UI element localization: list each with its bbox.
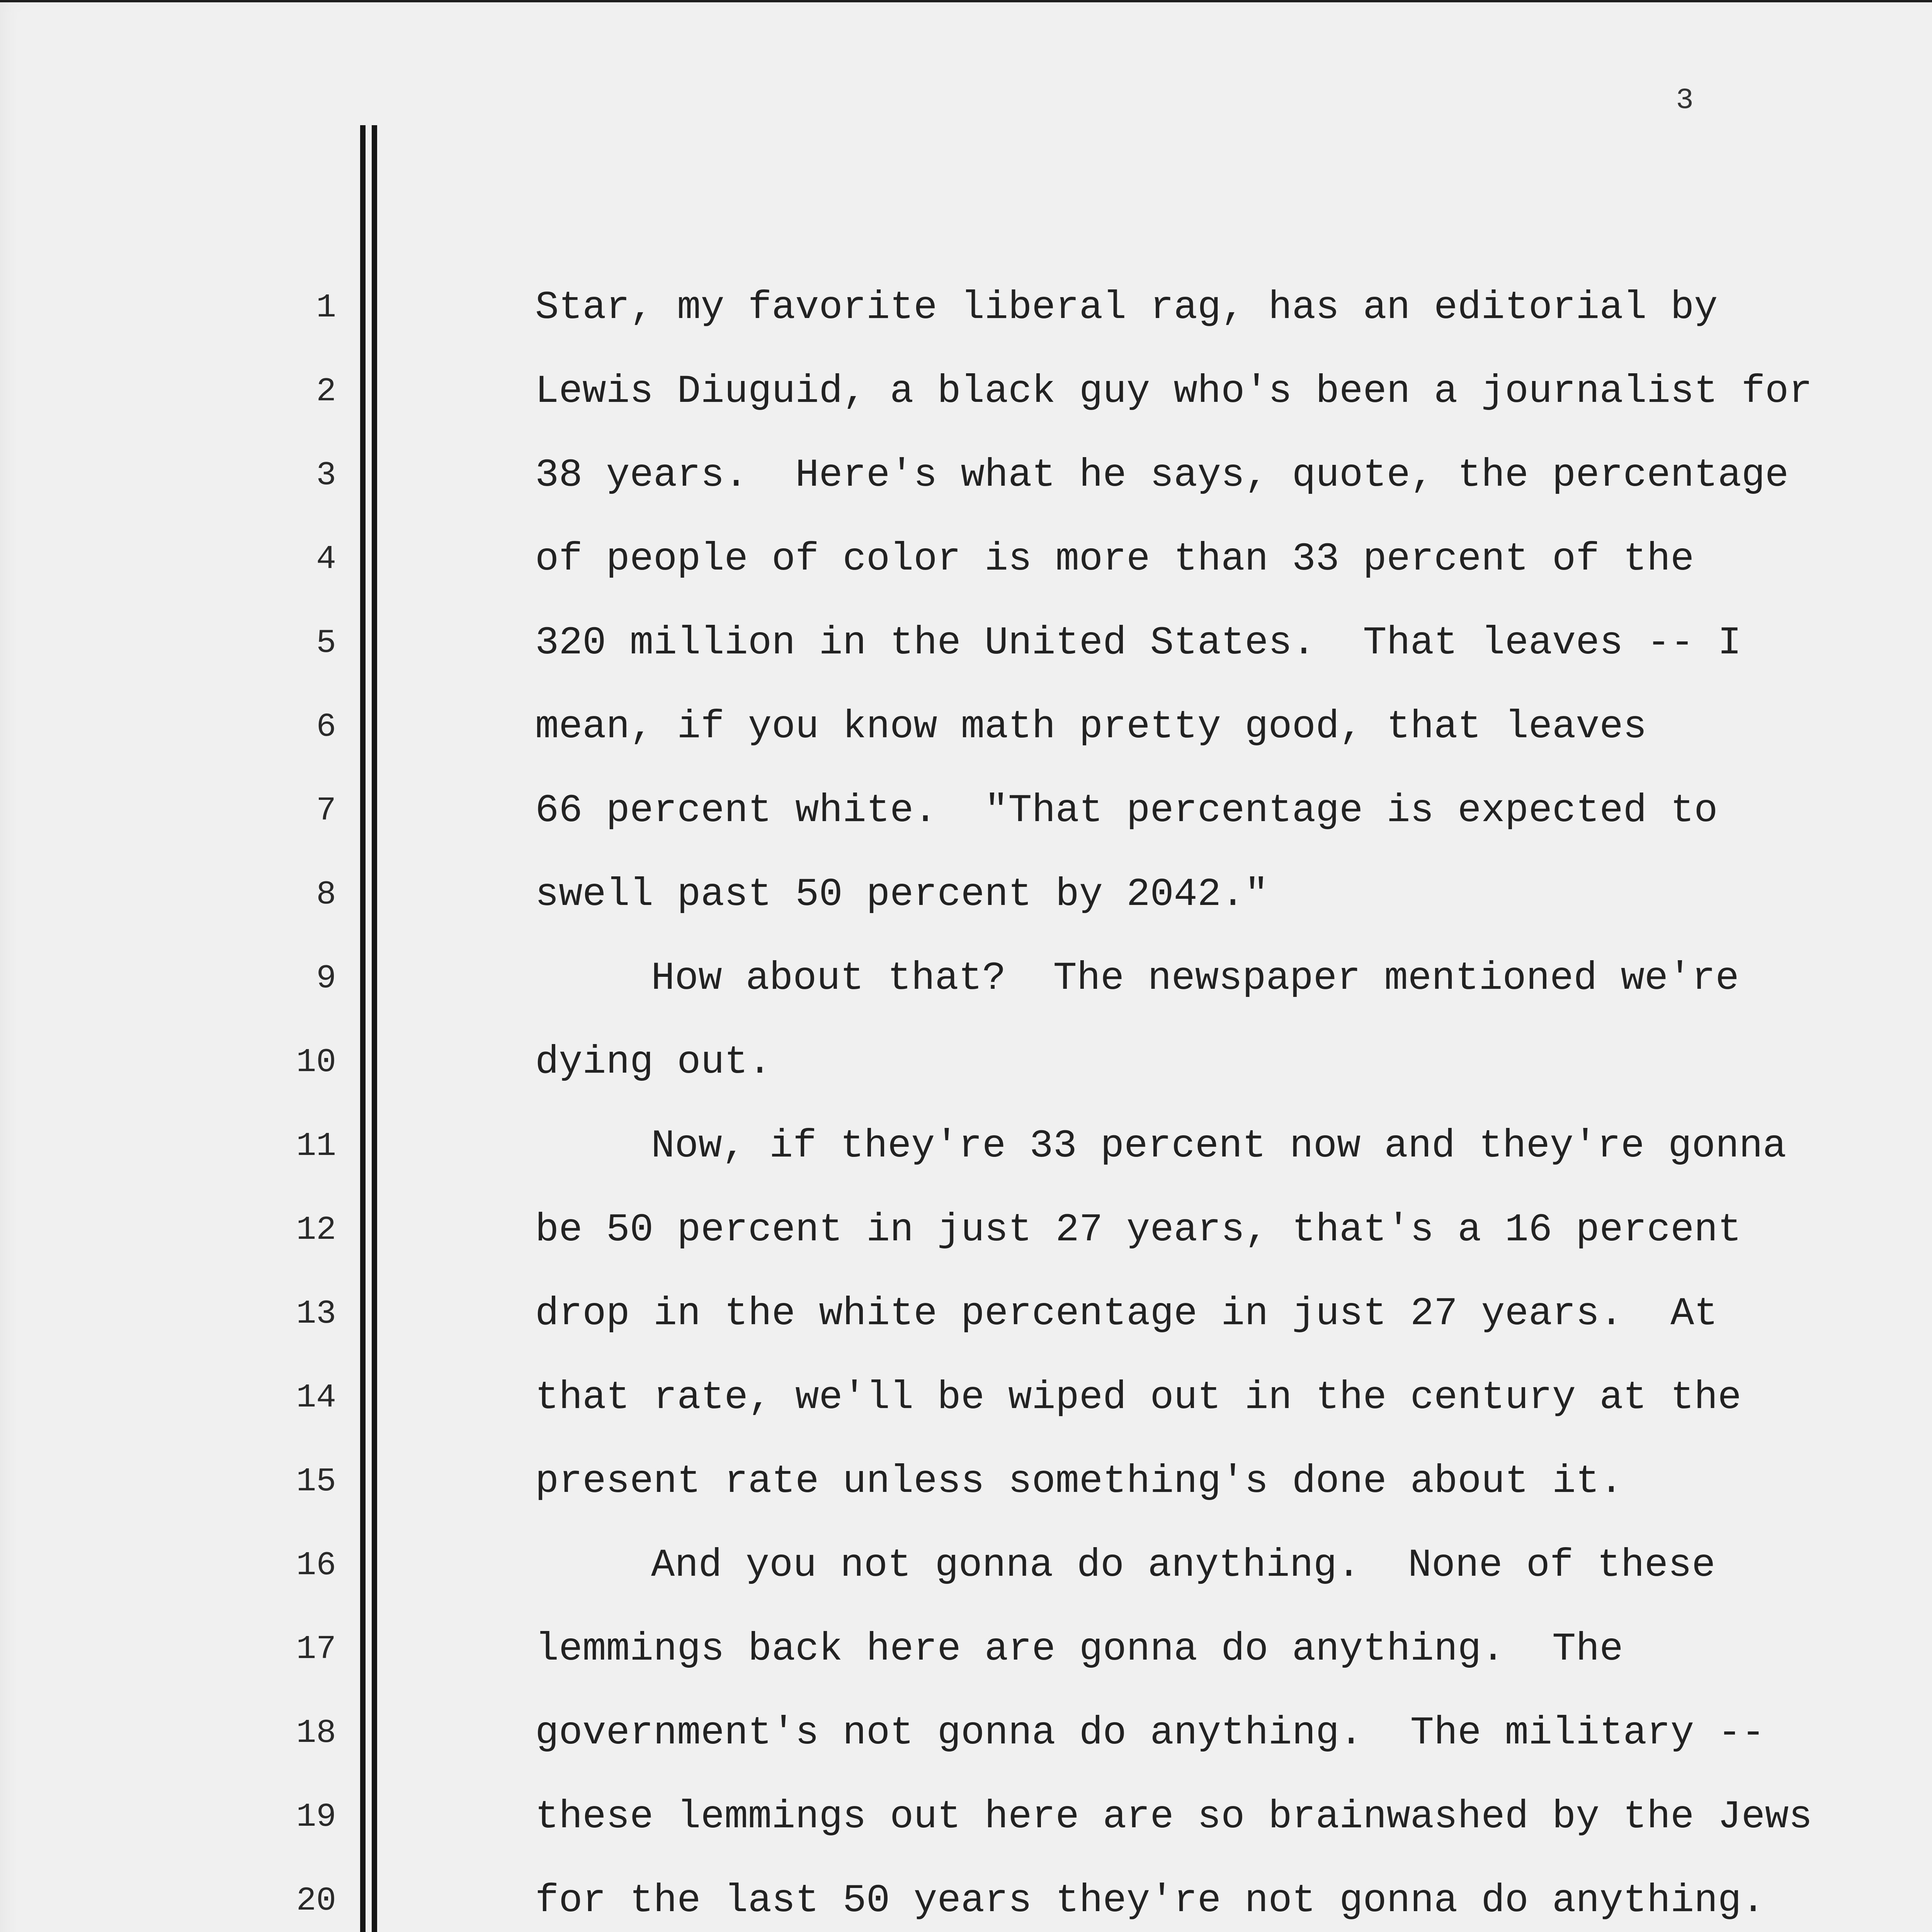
transcript-line: swell past 50 percent by 2042." <box>535 872 1269 917</box>
line-number: 18 <box>296 1714 336 1752</box>
line-number: 9 <box>316 959 336 997</box>
line-number: 8 <box>316 876 336 913</box>
transcript-line: for the last 50 years they're not gonna do anything. <box>535 1878 1765 1923</box>
line-number: 4 <box>316 540 336 578</box>
line-number: 15 <box>296 1463 336 1500</box>
transcript-page <box>0 2 1932 1932</box>
line-number: 10 <box>296 1043 336 1081</box>
margin-rule-right <box>372 125 377 1932</box>
line-number: 3 <box>316 456 336 494</box>
transcript-line: drop in the white percentage in just 27 years. At <box>535 1291 1718 1336</box>
transcript-line: Star, my favorite liberal rag, has an editorial by <box>535 285 1718 330</box>
transcript-line: 66 percent white. "That percentage is expected to <box>535 788 1718 833</box>
transcript-line: be 50 percent in just 27 years, that's a 16 percent <box>535 1208 1742 1252</box>
transcript-line: And you not gonna do anything. None of these <box>651 1543 1716 1588</box>
line-number: 20 <box>296 1882 336 1920</box>
transcript-line: dying out. <box>535 1040 772 1085</box>
transcript-line: 38 years. Here's what he says, quote, the percentage <box>535 453 1789 498</box>
transcript-line: these lemmings out here are so brainwashed by the Jews <box>535 1794 1813 1839</box>
page-number: 3 <box>1676 84 1694 117</box>
line-number: 16 <box>296 1546 336 1584</box>
transcript-text <box>535 281 1833 1932</box>
transcript-line: that rate, we'll be wiped out in the century at the <box>535 1375 1742 1420</box>
transcript-line: Lewis Diuguid, a black guy who's been a journalist for <box>535 369 1813 414</box>
transcript-line: present rate unless something's done about it. <box>535 1459 1623 1504</box>
transcript-line: of people of color is more than 33 percent of the <box>535 537 1694 582</box>
line-number: 13 <box>296 1295 336 1333</box>
line-number: 7 <box>316 792 336 830</box>
margin-rule-left <box>360 125 366 1932</box>
line-number: 5 <box>316 624 336 662</box>
transcript-line: mean, if you know math pretty good, that leaves <box>535 704 1647 749</box>
line-number: 14 <box>296 1379 336 1417</box>
transcript-line: 320 million in the United States. That leaves -- I <box>535 621 1742 665</box>
line-number: 6 <box>316 708 336 746</box>
line-number: 17 <box>296 1630 336 1668</box>
line-number: 11 <box>296 1127 336 1165</box>
line-number: 1 <box>316 289 336 327</box>
transcript-line: Now, if they're 33 percent now and they're gonna <box>651 1124 1787 1168</box>
line-number: 19 <box>296 1798 336 1836</box>
line-number: 12 <box>296 1211 336 1249</box>
transcript-line: government's not gonna do anything. The military -- <box>535 1711 1765 1755</box>
line-number-column <box>247 281 336 1932</box>
transcript-line: lemmings back here are gonna do anything. The <box>535 1627 1623 1672</box>
transcript-line: How about that? The newspaper mentioned we're <box>651 956 1739 1001</box>
line-number: 2 <box>316 372 336 410</box>
